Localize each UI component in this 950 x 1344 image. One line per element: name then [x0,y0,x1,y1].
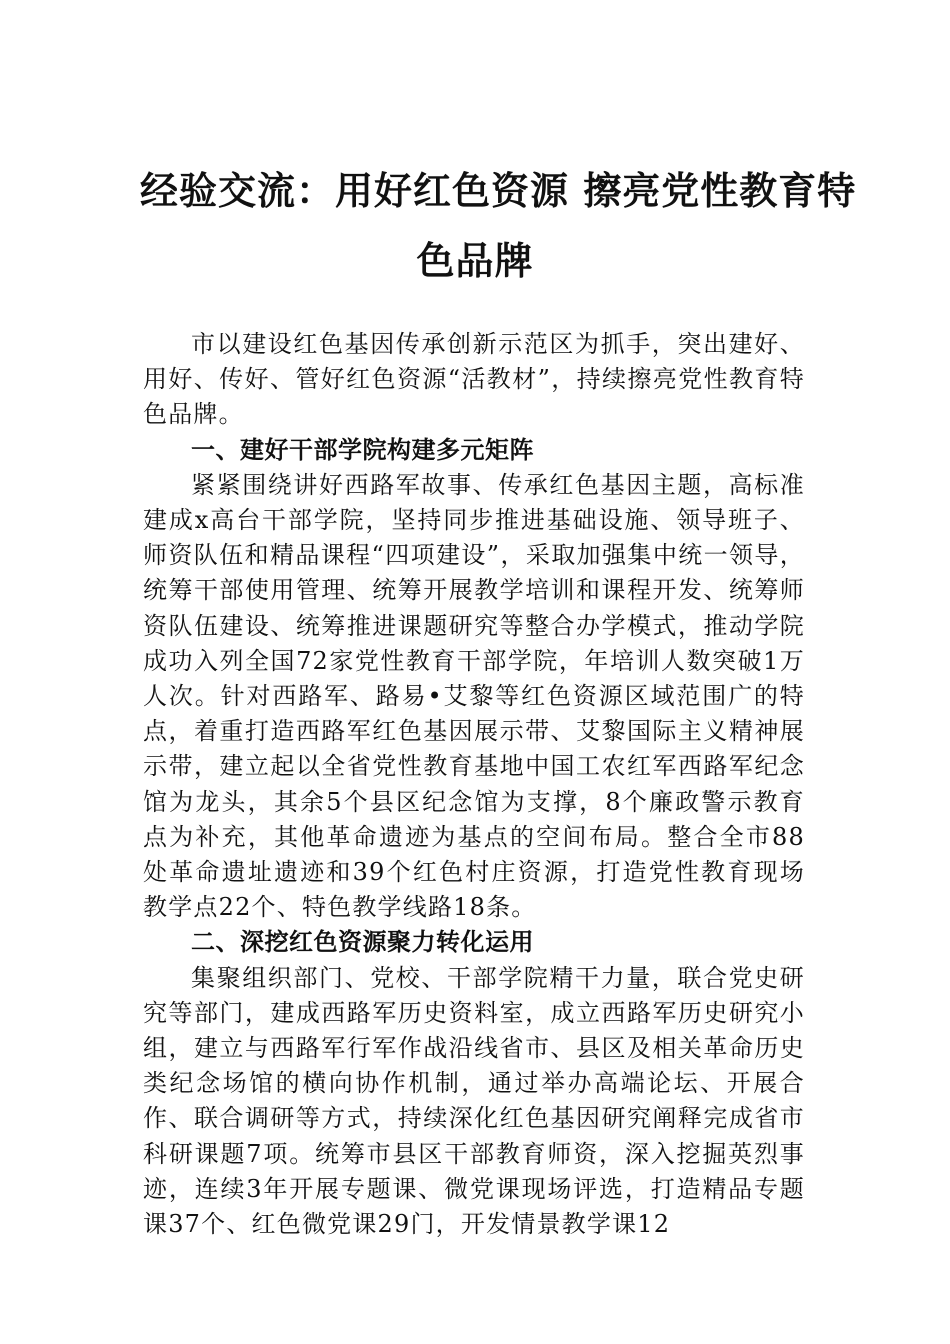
section-2-paragraph: 集聚组织部门、党校、干部学院精干力量，联合党史研究等部门，建成西路军历史资料室，成立西路军历史研究小组，建立与西路军行军作战沿线省市、县区及相关革命历史类纪念场馆的横向协作机制，通过举办高端论坛、开展合作、联合调研等方式，持续深化红色基因研究阐释完成省市科研课题7项。统筹市县区干部教育师资，深入挖掘英烈事迹，连续3年开展专题课、微党课现场评选，打造精品专题课37个、红色微党课29门，开发情景教学课12 [143,963,805,1239]
document-title-line-2: 色品牌 [416,238,534,283]
document-body [143,327,805,1242]
section-heading-2: 二、深挖红色资源聚力转化运用 [191,928,534,957]
document-title-line-1: 经验交流：用好红色资源 擦亮党性教育特 [140,168,857,213]
section-1-paragraph: 紧紧围绕讲好西路军故事、传承红色基因主题，高标准建成x高台干部学院，坚持同步推进基础设施、领导班子、师资队伍和精品课程“四项建设”，采取加强集中统一领导，统筹干部使用管理、统筹开展教学培训和课程开发、统筹师资队伍建设、统筹推进课题研究等整合办学模式，推动学院成功入列全国72家党性教育干部学院，年培训人数突破1万人次。针对西路军、路易•艾黎等红色资源区域范围广的特点，着重打造西路军红色基因展示带、艾黎国际主义精神展示带，建立起以全省党性教育基地中国工农红军西路军纪念馆为龙头，其余5个县区纪念馆为支撑，8个廉政警示教育点为补充，其他革命遗迹为基点的空间布局。整合全市88处革命遗址遗迹和39个红色村庄资源，打造党性教育现场教学点22个、特色教学线路18条。 [143,470,805,922]
intro-paragraph: 市以建设红色基因传承创新示范区为抓手，突出建好、用好、传好、管好红色资源“活教材”，持续擦亮党性教育特色品牌。 [143,330,805,429]
section-heading-1: 一、建好干部学院构建多元矩阵 [191,435,534,464]
